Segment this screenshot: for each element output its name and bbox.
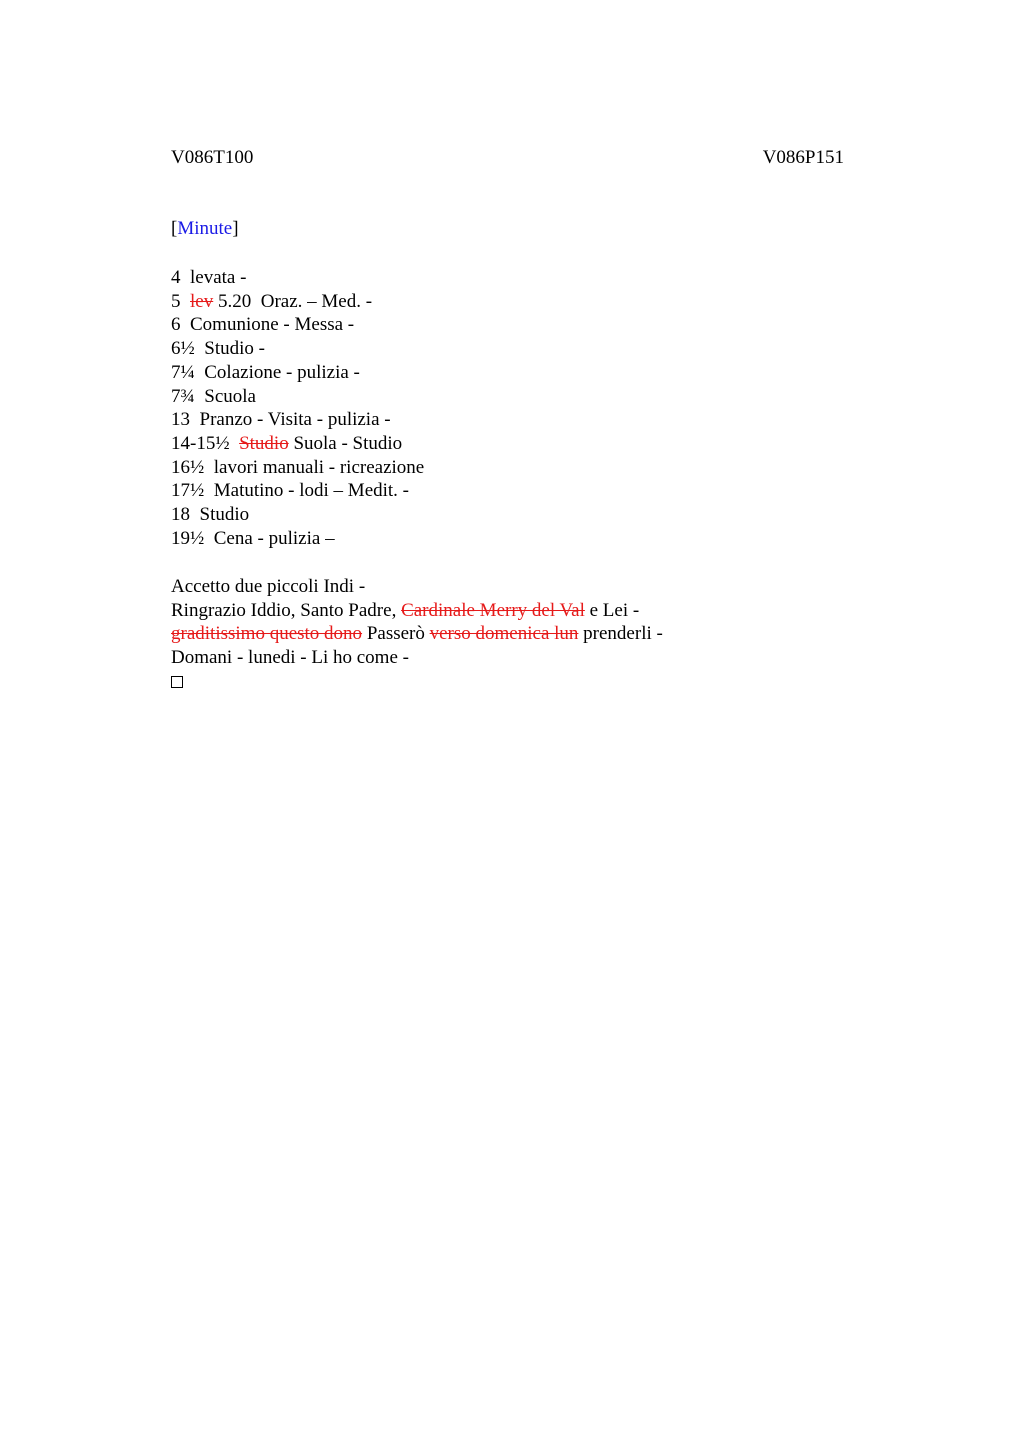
close-bracket: ] — [232, 218, 239, 239]
end-marker — [171, 670, 663, 695]
notes-block — [171, 575, 663, 695]
schedule-activity: 5.20 Oraz. – Med. - — [217, 290, 373, 312]
schedule-time: 6 — [171, 314, 181, 336]
schedule-time: 17½ — [171, 480, 205, 502]
schedule-activity: Matutino - lodi – Medit. - — [213, 480, 410, 502]
deleted-text: Cardinale Merry del Val — [401, 599, 585, 621]
notes-text: prenderli - — [578, 623, 663, 645]
notes-text: Passerò — [362, 623, 430, 645]
schedule-line — [171, 479, 424, 503]
schedule-line — [171, 503, 424, 527]
schedule-line — [171, 266, 424, 290]
page-header — [171, 146, 844, 170]
schedule-time: 4 — [171, 267, 181, 288]
schedule-line — [171, 527, 424, 551]
notes-text: e Lei - — [584, 599, 640, 621]
notes-line: Domani - lunedi - Li ho come - — [171, 647, 409, 669]
schedule-time: 6½ — [171, 338, 195, 360]
schedule-time: 5 — [171, 290, 181, 312]
notes-text: Ringrazio Iddio, Santo Padre, — [171, 599, 402, 621]
open-bracket: [ — [171, 218, 178, 239]
schedule-time: 16½ — [171, 456, 205, 478]
notes-line — [171, 622, 663, 646]
section-label-text: Minute — [177, 218, 233, 239]
schedule-line — [171, 385, 424, 409]
schedule-time: 7¾ — [171, 385, 195, 407]
document-page — [171, 0, 844, 1450]
schedule-line — [171, 361, 424, 385]
schedule-line — [171, 408, 424, 432]
schedule-time: 14-15½ — [171, 432, 230, 454]
empty-checkbox-icon — [171, 676, 183, 688]
schedule-activity: lavori manuali - ricreazione — [213, 456, 425, 478]
deleted-text: verso domenica lun — [429, 623, 579, 645]
notes-line — [171, 599, 663, 623]
schedule-activity: Cena - pulizia – — [213, 527, 335, 549]
schedule-time: 19½ — [171, 527, 205, 549]
schedule-line — [171, 432, 424, 456]
schedule-line — [171, 456, 424, 480]
schedule-line — [171, 313, 424, 337]
schedule-list — [171, 266, 424, 550]
schedule-activity: Comunione - Messa - — [190, 314, 355, 336]
deleted-text: graditissimo questo dono — [171, 623, 363, 645]
document-code-left: V086T100 — [171, 147, 254, 168]
schedule-activity: Suola - Studio — [293, 432, 403, 454]
schedule-activity: Studio - — [204, 338, 265, 360]
schedule-activity: Studio — [199, 504, 250, 526]
schedule-activity: Pranzo - Visita - pulizia - — [199, 409, 391, 431]
deleted-text: Studio — [239, 432, 289, 454]
schedule-time: 18 — [171, 504, 190, 526]
schedule-line — [171, 337, 424, 361]
schedule-activity: levata - — [190, 267, 247, 288]
document-code-right: V086P151 — [762, 147, 844, 168]
schedule-activity: Colazione - pulizia - — [204, 361, 360, 383]
schedule-line — [171, 290, 424, 314]
schedule-activity: Scuola — [204, 385, 256, 407]
section-label — [171, 217, 239, 241]
schedule-time: 13 — [171, 409, 190, 431]
schedule-time: 7¼ — [171, 361, 195, 383]
deleted-text: lev — [190, 290, 214, 312]
notes-line: Accetto due piccoli Indi - — [171, 576, 366, 597]
